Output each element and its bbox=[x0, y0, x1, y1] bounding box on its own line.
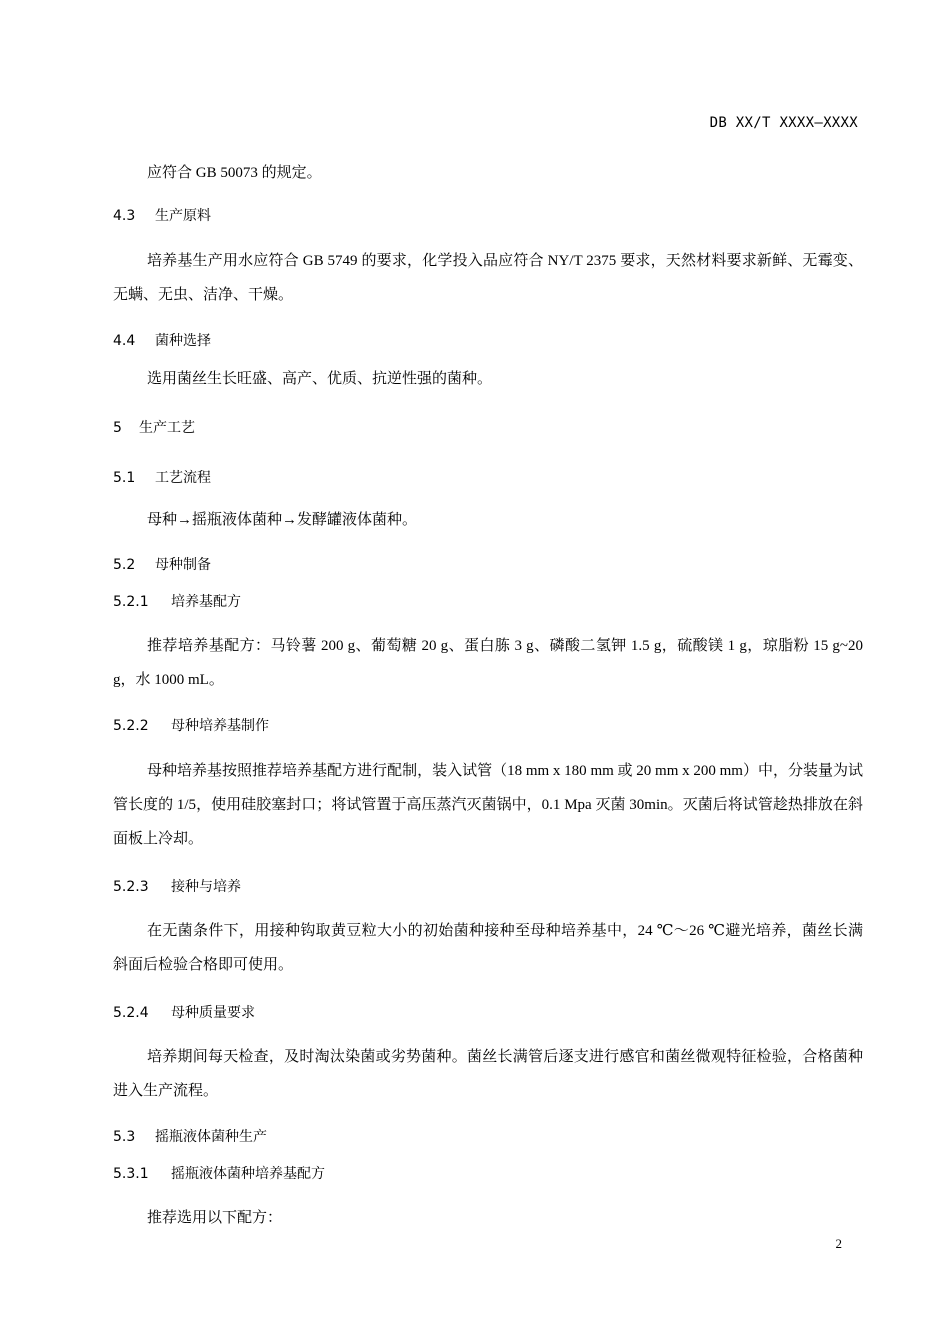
section-number: 5.3 bbox=[113, 1129, 136, 1145]
paragraph: 选用菌丝生长旺盛、高产、优质、抗逆性强的菌种。 bbox=[147, 371, 493, 387]
section-heading-4-4 bbox=[113, 331, 211, 351]
paragraph: 推荐培养基配方：马铃薯 200 g、葡萄糖 20 g、蛋白胨 3 g、磷酸二氢钾 1.5 g，硫酸镁 1 g，琼脂粉 15 g~20 g，水 1000 mL。 bbox=[113, 638, 863, 688]
section-heading-5-1 bbox=[113, 468, 211, 488]
section-number: 5.1 bbox=[113, 470, 136, 486]
section-title: 母种培养基制作 bbox=[171, 718, 269, 734]
section-heading-5-2 bbox=[113, 555, 211, 575]
section-heading-5-2-2 bbox=[113, 716, 269, 736]
section-title: 摇瓶液体菌种培养基配方 bbox=[171, 1166, 325, 1182]
section-number: 5.2.1 bbox=[113, 594, 149, 610]
section-number: 5.2.4 bbox=[113, 1005, 149, 1021]
page-number: 2 bbox=[835, 1236, 842, 1251]
paragraph: 在无菌条件下，用接种钩取黄豆粒大小的初始菌种接种至母种培养基中，24 ℃～26 ℃避光培养，菌丝长满斜面后检验合格即可使用。 bbox=[113, 923, 863, 973]
section-number: 4.4 bbox=[113, 333, 136, 349]
section-title: 母种制备 bbox=[155, 557, 211, 573]
paragraph: 母种培养基按照推荐培养基配方进行配制，装入试管（18 mm x 180 mm 或 20 mm x 200 mm）中，分装量为试管长度的 1/5，使用硅胶塞封口；将试管置于高压蒸汽灭菌锅中，0.1 Mpa 灭菌 30min。灭菌后将试管趁热排放在斜面板上冷却。 bbox=[113, 763, 863, 847]
section-heading-5-2-3 bbox=[113, 877, 241, 897]
section-title: 母种质量要求 bbox=[171, 1005, 255, 1021]
paragraph: 应符合 GB 50073 的规定。 bbox=[147, 165, 322, 181]
section-heading-5-3-1 bbox=[113, 1164, 325, 1184]
section-title: 接种与培养 bbox=[171, 879, 241, 895]
paragraph: 母种→摇瓶液体菌种→发酵罐液体菌种。 bbox=[147, 512, 418, 528]
section-title: 培养基配方 bbox=[171, 594, 241, 610]
standard-code-header: DB XX/T XXXX—XXXX bbox=[709, 115, 858, 131]
section-heading-5-2-4 bbox=[113, 1003, 255, 1023]
paragraph: 培养期间每天检查，及时淘汰染菌或劣势菌种。菌丝长满管后逐支进行感官和菌丝微观特征检验，合格菌种进入生产流程。 bbox=[113, 1049, 863, 1099]
section-title: 生产原料 bbox=[155, 208, 211, 224]
section-heading-5-3 bbox=[113, 1127, 267, 1147]
section-title: 菌种选择 bbox=[155, 333, 211, 349]
section-number: 5 bbox=[113, 420, 122, 436]
section-number: 5.2.2 bbox=[113, 718, 149, 734]
section-number: 5.3.1 bbox=[113, 1166, 149, 1182]
paragraph: 培养基生产用水应符合 GB 5749 的要求，化学投入品应符合 NY/T 2375 要求，天然材料要求新鲜、无霉变、无螨、无虫、洁净、干燥。 bbox=[113, 253, 863, 303]
section-number: 5.2.3 bbox=[113, 879, 149, 895]
section-title: 生产工艺 bbox=[139, 420, 195, 436]
section-heading-5 bbox=[113, 418, 195, 438]
section-number: 5.2 bbox=[113, 557, 136, 573]
section-number: 4.3 bbox=[113, 208, 136, 224]
section-title: 工艺流程 bbox=[155, 470, 211, 486]
section-heading-4-3 bbox=[113, 206, 211, 226]
paragraph: 推荐选用以下配方： bbox=[147, 1210, 283, 1226]
section-title: 摇瓶液体菌种生产 bbox=[155, 1129, 267, 1145]
section-heading-5-2-1 bbox=[113, 592, 241, 612]
